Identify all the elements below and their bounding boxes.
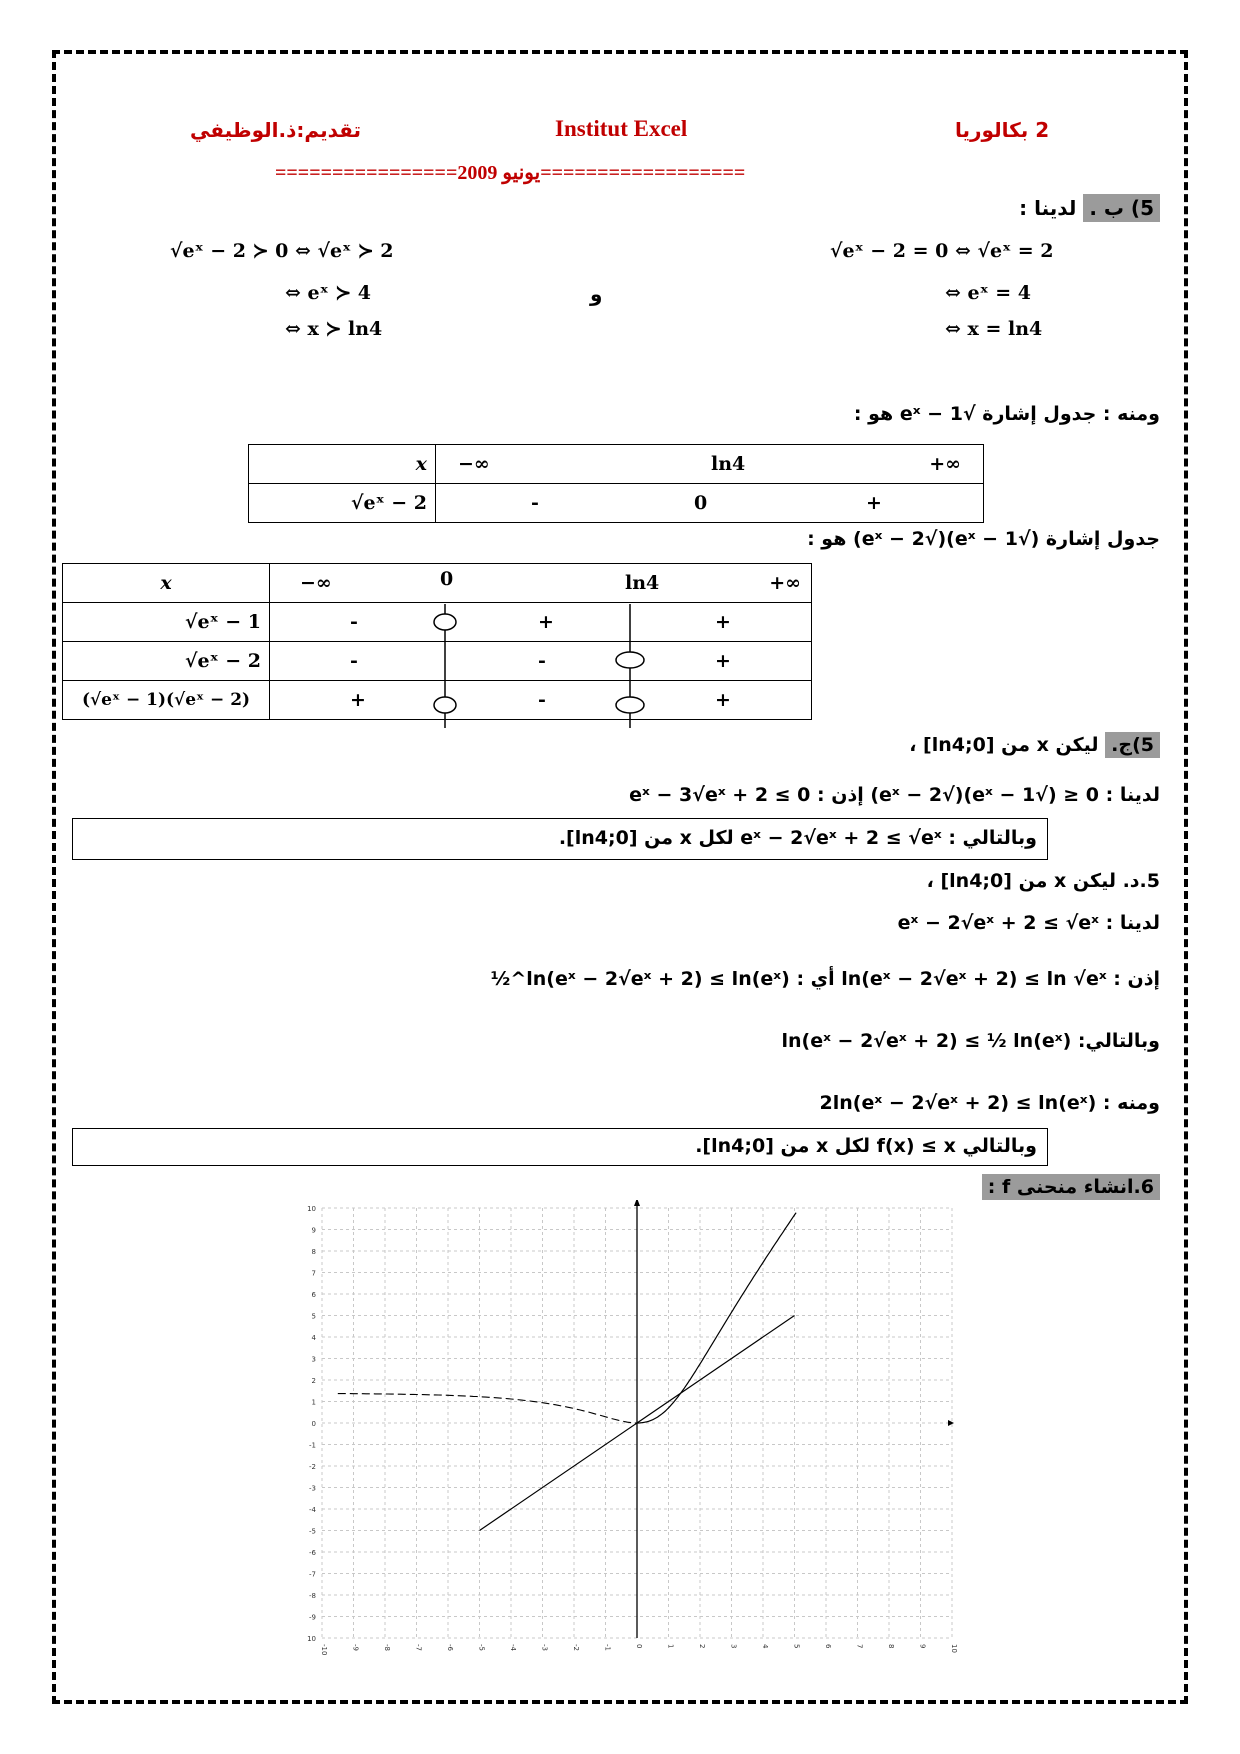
x-tick-label: 5 (792, 1644, 801, 1649)
table2-markers (0, 0, 1240, 760)
header-date-line: ================يونيو 2009================== (275, 162, 746, 184)
q5c-line2: لدينا : 0 ≤ (√eˣ − 1)(√eˣ − 2) إذن : eˣ − 3√eˣ + 2 ≤ 0 (629, 784, 1160, 806)
x-tick-label: -5 (477, 1644, 486, 1651)
q5d-result-box (72, 1128, 1048, 1166)
x-tick-label: -2 (572, 1644, 580, 1651)
table2-r1-s3: + (715, 611, 731, 633)
q5d-line1: 5.د. ليكن x من [0;ln4] ، (926, 870, 1160, 892)
q5c-label: 5)ج. (1105, 732, 1160, 758)
x-tick-label: 0 (635, 1644, 643, 1649)
y-tick-label: 0 (311, 1420, 316, 1428)
table2-x-header: x (63, 564, 270, 603)
y-axis-arrow (634, 1200, 640, 1206)
table2-r3-s1: + (350, 689, 366, 711)
x-tick-label: -6 (446, 1644, 454, 1651)
x-tick-label: -10 (320, 1644, 328, 1656)
y-tick-label: 5 (311, 1312, 316, 1321)
curve-f-left (338, 1394, 637, 1423)
table2-minus-inf: −∞ (300, 572, 332, 594)
y-tick-label: 10 (307, 1205, 316, 1213)
x-tick-label: -8 (383, 1644, 391, 1651)
table1-plus-inf: +∞ (929, 453, 961, 475)
x-tick-label: 9 (918, 1644, 927, 1649)
table2-r2-s2: - (538, 650, 546, 672)
y-tick-label: -6 (309, 1549, 316, 1557)
table1-ln4: ln4 (711, 453, 746, 475)
y-tick-label: 1 (311, 1398, 316, 1407)
curve-f-right (637, 1213, 796, 1423)
q5d-line3: إذن : ln(eˣ − 2√eˣ + 2) ≤ ln √eˣ أي : ln(eˣ − 2√eˣ + 2) ≤ ln(eˣ)^½ (490, 968, 1160, 990)
x-axis-arrow (948, 1420, 954, 1426)
q5d-line2: لدينا : eˣ − 2√eˣ + 2 ≤ √eˣ (897, 912, 1160, 934)
q5d-line4: وبالتالي: ln(eˣ − 2√eˣ + 2) ≤ ½ ln(eˣ) (781, 1030, 1160, 1052)
q5b-label: 5) ب . (1083, 194, 1160, 222)
x-tick-label: 2 (698, 1644, 706, 1649)
table2-row2-label: √eˣ − 2 (63, 642, 270, 681)
y-tick-label: -4 (309, 1506, 316, 1514)
x-tick-label: 4 (761, 1644, 769, 1649)
table2-plus-inf: +∞ (769, 572, 801, 594)
table2-row3-label: (√eˣ − 1)(√eˣ − 2) (63, 681, 270, 720)
table2-r1-s2: + (538, 611, 554, 633)
q5b-right-line-2: ⇔ eˣ = 4 (945, 282, 1032, 304)
q5b-left-line-1: √eˣ − 2 ≻ 0 ⇔ √eˣ ≻ 2 (170, 240, 394, 262)
table1-sign-2: + (866, 492, 882, 514)
y-tick-label: 4 (311, 1334, 316, 1342)
table1-minus-inf: −∞ (458, 453, 490, 475)
y-tick-label: 6 (311, 1291, 316, 1299)
x-tick-label: 7 (855, 1644, 864, 1649)
q5d-boxed: وبالتالي f(x) ≤ x لكل x من [0;ln4]. (695, 1135, 1037, 1157)
y-tick-label: -5 (309, 1527, 316, 1536)
q5c-line1: ليكن x من [0;ln4] ، (909, 734, 1099, 756)
table2-r2-s3: + (715, 650, 731, 672)
table2-caption: جدول إشارة (√eˣ − 1)(√eˣ − 2) هو : (807, 528, 1160, 550)
q5b-left-line-3: ⇔ x ≻ ln4 (285, 318, 383, 340)
y-tick-label: -3 (309, 1484, 316, 1493)
x-tick-label: 1 (666, 1644, 675, 1649)
x-tick-label: -4 (509, 1644, 517, 1651)
y-tick-label: 8 (311, 1248, 316, 1256)
table2-r3-s3: + (715, 689, 731, 711)
header-level: 2 بكالوريا (955, 118, 1050, 142)
header-author: تقديم:ذ.الوظيفي (190, 118, 362, 142)
table1-row-label: √eˣ − 2 (249, 484, 436, 523)
q5b-left-line-2: ⇔ eˣ ≻ 4 (285, 282, 372, 304)
y-tick-label: -1 (309, 1441, 316, 1450)
table2-r2-s1: - (350, 650, 358, 672)
y-tick-label: -2 (309, 1463, 316, 1471)
table2-r3-s2: - (538, 689, 546, 711)
x-tick-label: 6 (824, 1644, 832, 1649)
x-tick-label: 10 (950, 1644, 958, 1653)
y-tick-label: 7 (311, 1269, 316, 1278)
y-tick-label: -8 (309, 1592, 316, 1600)
y-tick-label: 3 (311, 1355, 316, 1364)
header-institute: Institut Excel (555, 116, 688, 141)
x-tick-label: -7 (414, 1644, 423, 1651)
table2-ln4: ln4 (625, 572, 660, 594)
x-tick-label: -3 (540, 1644, 549, 1651)
x-tick-label: 8 (887, 1644, 895, 1649)
q5b-right-line-1: √eˣ − 2 = 0 ⇔ √eˣ = 2 (830, 240, 1054, 262)
q5b-right-line-3: ⇔ x = ln4 (945, 318, 1043, 340)
table1-sign-1: - (531, 492, 539, 514)
table1-caption: ومنه : جدول إشارة √eˣ − 1 هو : (853, 403, 1160, 425)
q5c-result-box (72, 818, 1048, 860)
function-graph (290, 1200, 970, 1680)
y-tick-label: 10 (307, 1635, 316, 1643)
q6-heading (982, 1176, 1160, 1198)
q6-label: 6.انشاء منحنى f : (982, 1174, 1160, 1200)
y-tick-label: -9 (309, 1613, 316, 1622)
table2-row1-label: √eˣ − 1 (63, 603, 270, 642)
q5c-heading (909, 734, 1160, 756)
q5b-and: و (590, 282, 603, 306)
q5b-intro: لدينا : (1019, 196, 1077, 220)
table1-sign-zero: 0 (694, 492, 708, 514)
y-tick-label: 9 (311, 1226, 316, 1235)
q5c-boxed: وبالتالي : eˣ − 2√eˣ + 2 ≤ √eˣ لكل x من [0;ln4]. (558, 827, 1037, 849)
x-tick-label: -9 (351, 1644, 360, 1651)
x-tick-label: 3 (729, 1644, 738, 1649)
x-tick-label: -1 (603, 1644, 612, 1651)
table2-r1-s1: - (350, 611, 358, 633)
table1-x-header: x (249, 445, 436, 484)
y-tick-label: -7 (309, 1570, 316, 1579)
table2-zero: 0 (440, 568, 454, 590)
y-tick-label: 2 (311, 1377, 316, 1385)
q5d-line5: ومنه : 2ln(eˣ − 2√eˣ + 2) ≤ ln(eˣ) (819, 1092, 1160, 1114)
